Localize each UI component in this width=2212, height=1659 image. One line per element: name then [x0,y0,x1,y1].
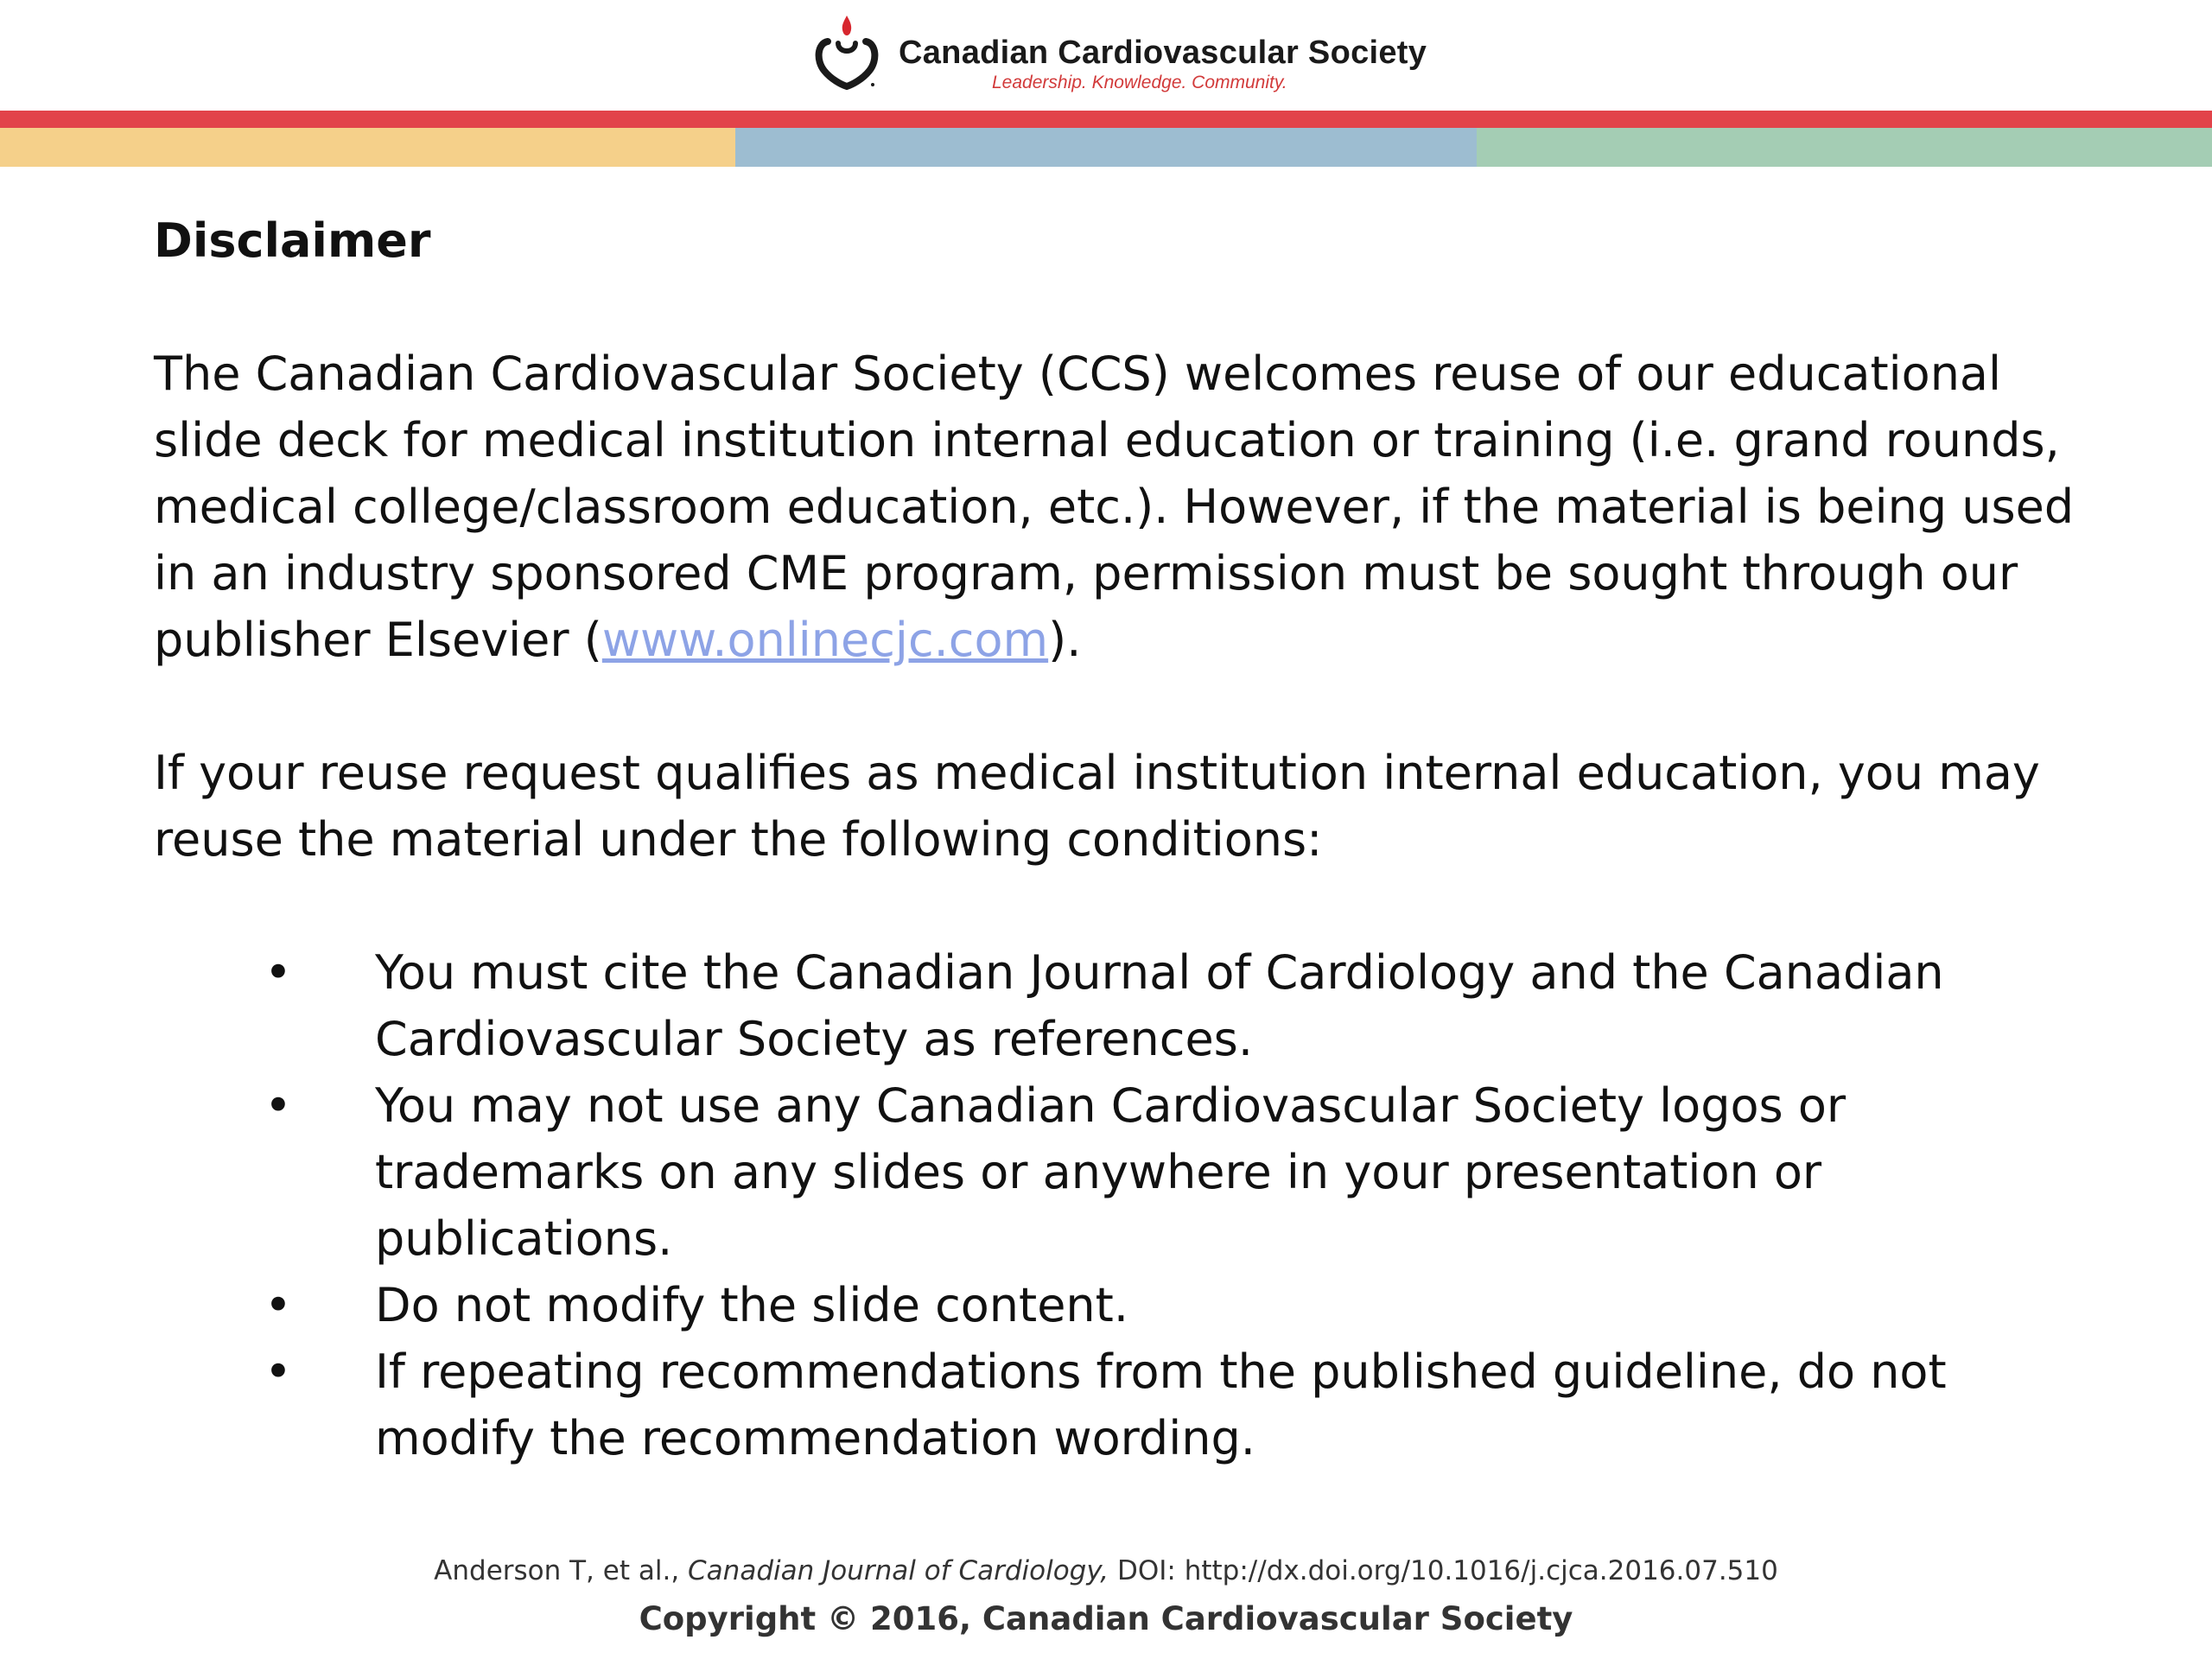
slide-header [0,0,2212,108]
bullet-icon: • [264,1344,292,1399]
citation-authors: Anderson T, et al., [434,1555,689,1586]
organization-tagline: Leadership. Knowledge. Community. [992,73,1287,92]
list-item [154,939,2107,1072]
slide-body [154,207,2107,1471]
organization-name: Canadian Cardiovascular Society [899,35,1427,71]
list-item-text: You must cite the Canadian Journal of Cardiology and the Canadian Cardiovascular Society as references. [375,945,1944,1066]
header-blue-stripe [735,128,1477,167]
header-green-stripe [1477,128,2212,167]
list-item-text: You may not use any Canadian Cardiovascular Society logos or trademarks on any slides or anywhere in your presentation or publications. [375,1078,1847,1266]
list-item [154,1272,2107,1338]
conditions-intro-paragraph: If your reuse request qualifies as medical institution internal education, you may reuse the material under the following conditions: [154,746,2040,867]
citation-journal: Canadian Journal of Cardiology, [688,1555,1109,1586]
bullet-icon: • [264,945,292,1000]
conditions-list [154,939,2107,1471]
bullet-icon: • [264,1278,292,1332]
disclaimer-text-end: ). [1048,613,1082,667]
list-item [154,1338,2107,1471]
header-yellow-stripe [0,128,735,167]
disclaimer-text: The Canadian Cardiovascular Society (CCS) welcomes reuse of our educational slide deck for medical institution internal education or training (i.e. grand rounds, medical college/classroom education, etc.). However, if the material is being used in an industry sponsored CME program, permission must be sought through our publisher Elsevier ( [154,346,2075,667]
ccs-heart-logo-icon [812,12,881,90]
page-title: Disclaimer [154,213,431,268]
list-item-text: Do not modify the slide content. [375,1278,1128,1332]
list-item-text: If repeating recommendations from the published guideline, do not modify the recommendation wording. [375,1344,1947,1465]
list-item [154,1072,2107,1272]
onlinecjc-link[interactable]: www.onlinecjc.com [601,613,1049,667]
disclaimer-paragraph [154,340,2107,673]
bullet-icon: • [264,1078,292,1133]
header-red-stripe [0,111,2212,128]
citation-doi: DOI: http://dx.doi.org/10.1016/j.cjca.2016.07.510 [1109,1555,1778,1586]
footer-copyright: Copyright © 2016, Canadian Cardiovascular Society [639,1600,1573,1637]
footer-citation [0,1555,2212,1586]
